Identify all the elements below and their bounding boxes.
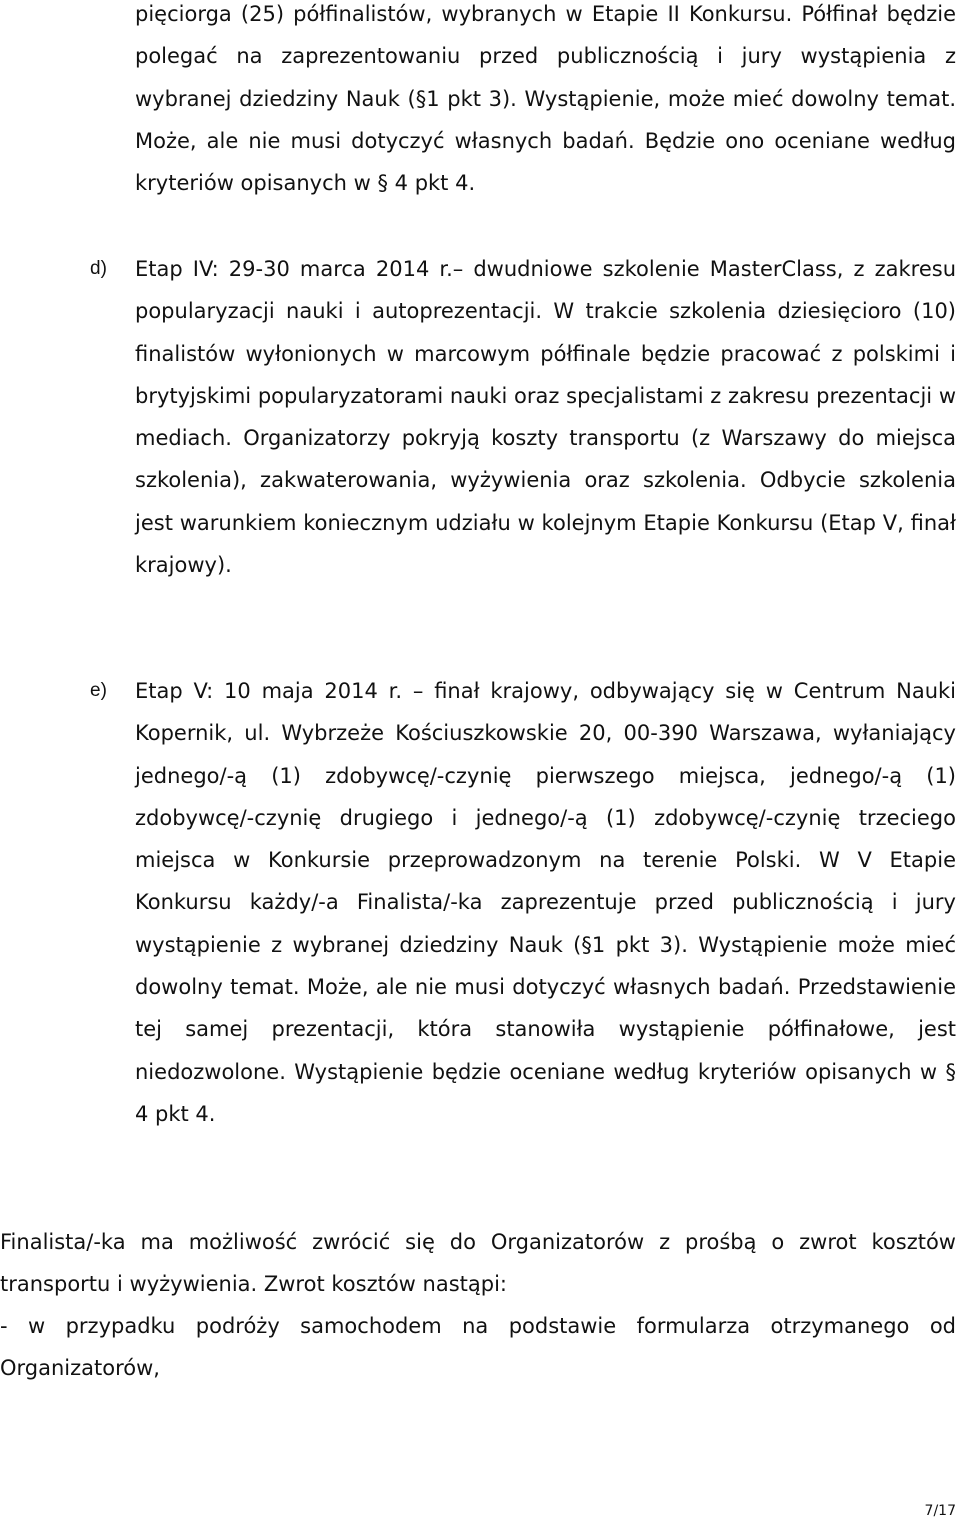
stage-e-text: Etap V: 10 maja 2014 r. – finał krajowy, odbywający się w Centrum Nauki Kopernik, ul. Wybrzeże Kościuszkowskie 20, 00-390 Warszawa, wyłaniający jednego/-ą (1) zdobywcę/-czynię pierwszego miejsca, jednego/-ą (1) zdobywcę/-czynię drugiego i jednego/-ą (1) zdobywcę/-czynię trzeciego miejsca w Konkursie przeprowadzonym na terenie Polski. W V Etapie Konkursu każdy/-a Finalista/-ka zaprezentuje przed publicznością i jury wystąpienie z wybranej dziedziny Nauk (§1 pkt 3). Wystąpienie może mieć dowolny temat. Może, ale nie musi dotyczyć własnych badań. Przedstawienie tej samej prezentacji, która stanowiła wystąpienie półfinałowe, jest niedozwolone. Wystąpienie będzie oceniane według kryteriów opisanych w § 4 pkt 4. [135, 679, 956, 1126]
paragraph-intro: pięciorga (25) półfinalistów, wybranych w Etapie II Konkursu. Półfinał będzie polegać na zaprezentowaniu przed publicznością i jury wystąpienia z wybranej dziedziny Nauk (§1 pkt 3). Wystąpienie, może mieć dowolny temat. Może, ale nie musi dotyczyć własnych badań. Będzie ono oceniane według kryteriów opisanych w § 4 pkt 4. [135, 2, 956, 196]
page-number: 7/17 [924, 1503, 956, 1519]
stage-d-label: d) [90, 258, 107, 279]
stage-e-label: e) [90, 680, 107, 701]
refund-item: - w przypadku podróży samochodem na podstawie formularza otrzymanego od Organizatorów, [0, 1314, 956, 1381]
stage-d-text: Etap IV: 29-30 marca 2014 r.– dwudniowe szkolenie MasterClass, z zakresu popularyzacji nauki i autoprezentacji. W trakcie szkolenia dziesięcioro (10) finalistów wyłonionych w marcowym półfinale będzie pracować z polskimi i brytyjskimi popularyzatorami nauki oraz specjalistami z zakresu prezentacji w mediach. Organizatorzy pokryją koszty transportu (z Warszawy do miejsca szkolenia), zakwaterowania, wyżywienia oraz szkolenia. Odbycie szkolenia jest warunkiem koniecznym udziału w kolejnym Etapie Konkursu (Etap V, finał krajowy). [135, 257, 956, 578]
refund-paragraph: Finalista/-ka ma możliwość zwrócić się do Organizatorów z prośbą o zwrot kosztów transportu i wyżywienia. Zwrot kosztów nastąpi: [0, 1230, 956, 1297]
